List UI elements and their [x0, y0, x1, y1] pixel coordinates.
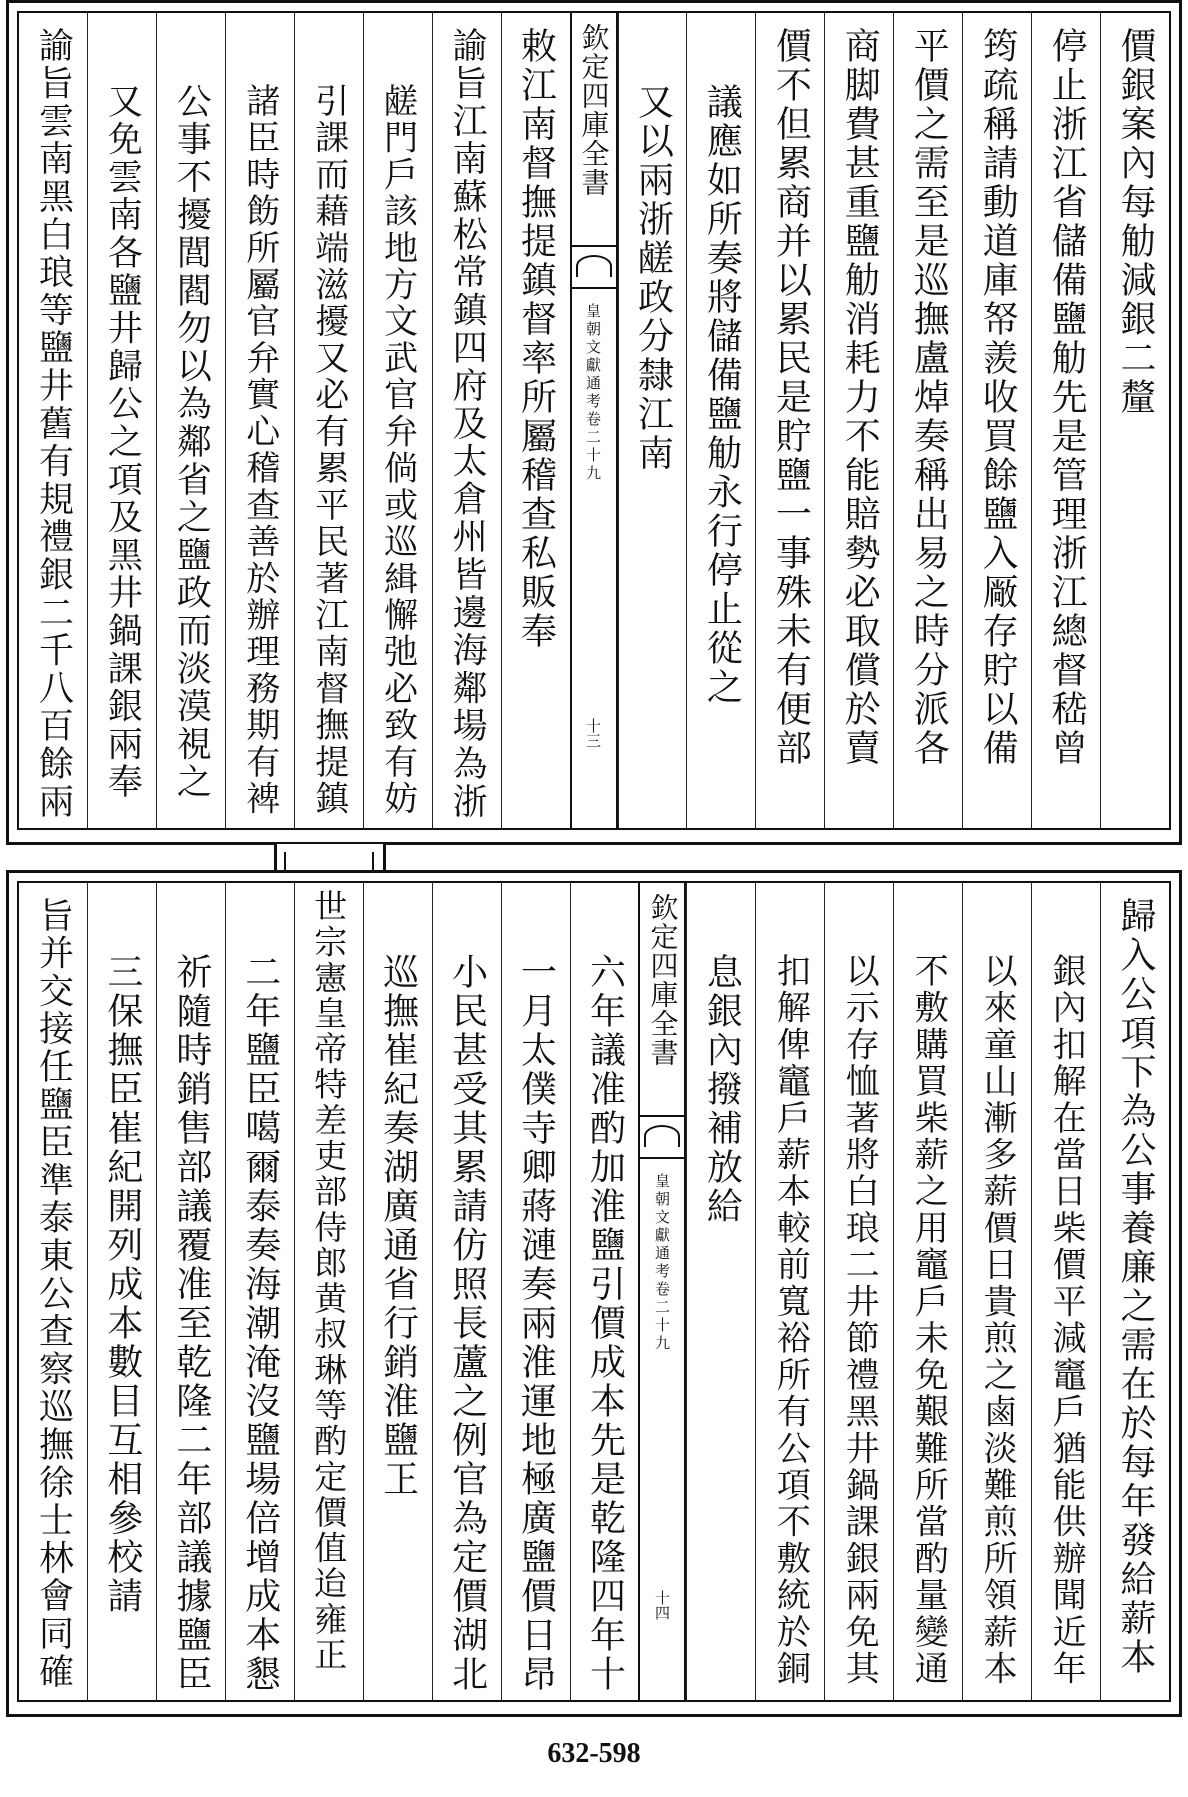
text-column — [294, 13, 363, 828]
text-column — [893, 13, 962, 828]
column-text: 停止浙江省儲備鹽觔先是管理浙江總督嵇曾 — [1046, 27, 1088, 768]
text-column — [686, 13, 755, 828]
column-text: 以來童山漸多薪價日貴煎之鹵淡難煎所領薪本 — [977, 953, 1018, 1688]
column-text: 商脚費甚重鹽觔消耗力不能賠勢必取償於賣 — [839, 27, 881, 768]
text-column — [1100, 883, 1169, 1700]
column-text: 巡撫崔紀奏湖廣通省行銷淮鹽㠪 — [377, 953, 419, 1499]
column-text: 世宗憲皇帝特差吏部侍郎黄叔琳等酌定價值迨雍正 — [309, 889, 349, 1674]
column-text: 旨并交接任鹽臣準泰東公查察巡撫徐士林會同確 — [33, 897, 74, 1691]
page-footer-number: 632-598 — [547, 1738, 641, 1769]
column-text: 二年鹽臣噶爾泰奏海潮淹沒鹽場倍增成本懇 — [239, 953, 281, 1694]
text-column — [363, 13, 432, 828]
bottom-page — [6, 870, 1182, 1717]
book-center-strip — [638, 883, 686, 1700]
text-column — [501, 13, 570, 828]
fish-tail-ornament — [572, 245, 616, 289]
column-text: 鹾門戶該地方文武官弁倘或巡緝懈弛必致有妨 — [377, 83, 418, 818]
text-column — [824, 883, 893, 1700]
book-title: 欽定四庫全書 — [577, 23, 611, 197]
text-column — [618, 13, 687, 828]
column-text: 又以兩浙鹾政分隸江南 — [632, 83, 674, 473]
text-column — [755, 883, 824, 1700]
top-page-frame — [17, 11, 1171, 830]
bottom-page-frame — [17, 881, 1171, 1702]
column-text: 三保撫臣崔紀開列成本數目互相參校請 — [101, 953, 143, 1616]
text-column — [962, 883, 1031, 1700]
column-text: 一月太僕寺卿蔣漣奏兩淮運地極廣鹽價日昂 — [515, 953, 557, 1694]
text-column — [570, 883, 639, 1700]
column-text: 諭旨雲南黑白琅等鹽井舊有規禮銀二千八百餘兩 — [33, 27, 74, 821]
text-column — [501, 883, 570, 1700]
text-column — [1031, 13, 1100, 828]
column-text: 以示存恤著將白琅二井節禮黑井鍋課銀兩免其 — [839, 953, 880, 1688]
column-text: 引課而藉端滋擾又必有累平民著江南督撫提鎮 — [308, 83, 349, 818]
column-text: 敕江南督撫提鎮督率所屬稽查私販奉 — [515, 27, 557, 651]
text-column — [962, 13, 1031, 828]
text-column — [87, 883, 156, 1700]
text-column — [432, 883, 501, 1700]
column-text: 又免雲南各鹽井歸公之項及黑井鍋課銀兩奉 — [102, 83, 143, 802]
text-column — [363, 883, 432, 1700]
text-column — [755, 13, 824, 828]
column-text: 六年議准酌加淮鹽引價成本先是乾隆四年十 — [584, 953, 626, 1694]
column-text: 諸臣時飭所屬官弁實心稽查善於辦理務期有裨 — [239, 83, 280, 818]
page-number: 十四 — [652, 1590, 671, 1620]
column-text: 平價之需至是巡撫盧焯奏稱出易之時分派各 — [908, 27, 950, 768]
text-column — [432, 13, 501, 828]
text-column — [294, 883, 363, 1700]
column-text: 價銀案內每觔減銀二釐 — [1115, 27, 1157, 417]
top-page — [6, 0, 1182, 845]
column-text: 小民甚受其累請仿照長蘆之例官為定價湖北 — [446, 953, 488, 1694]
column-text: 不敷購買柴薪之用竈戶未免艱難所當酌量變通 — [908, 953, 949, 1688]
text-column — [1100, 13, 1169, 828]
text-column — [19, 13, 87, 828]
text-column — [1031, 883, 1100, 1700]
book-center-strip — [570, 13, 618, 828]
text-column — [156, 13, 225, 828]
column-text: 扣解俾竈戶薪本較前寬裕所有公項不敷統於銅 — [770, 953, 811, 1688]
column-text: 諭旨江南蘇松常鎮四府及太倉州皆邊海鄰場為浙 — [447, 27, 488, 821]
column-text: 公事不擾閭閻勿以為鄰省之鹽政而淡漠視之 — [171, 83, 212, 802]
text-column — [893, 883, 962, 1700]
column-text: 歸入公項下為公事養廉之需在於每年發給薪本 — [1115, 897, 1157, 1677]
volume-label: 皇朝文獻通考卷二十九 — [584, 303, 602, 483]
text-column — [824, 13, 893, 828]
text-column — [686, 883, 755, 1700]
column-text: 筠疏稱請動道庫帑羨收買餘鹽入厰存貯以備 — [977, 27, 1019, 768]
column-text: 祈隨時銷售部議覆准至乾隆二年部議據鹽臣 — [170, 953, 212, 1694]
text-column — [225, 13, 294, 828]
column-text: 價不但累商并以累民是貯鹽一事殊未有便部 — [770, 27, 812, 768]
text-column — [225, 883, 294, 1700]
book-title: 欽定四庫全書 — [646, 893, 680, 1067]
volume-label: 皇朝文獻通考卷二十九 — [652, 1173, 671, 1353]
fish-tail-ornament — [640, 1115, 684, 1159]
text-column — [19, 883, 87, 1700]
column-text: 議應如所奏將儲備鹽觔永行停止從之 — [701, 83, 743, 707]
column-text: 息銀內撥補放給 — [701, 953, 743, 1226]
text-column — [87, 13, 156, 828]
text-column — [156, 883, 225, 1700]
page-number: 十三 — [584, 718, 602, 748]
column-text: 銀內扣解在當日柴價平減竈戶猶能供辦聞近年 — [1046, 953, 1087, 1688]
